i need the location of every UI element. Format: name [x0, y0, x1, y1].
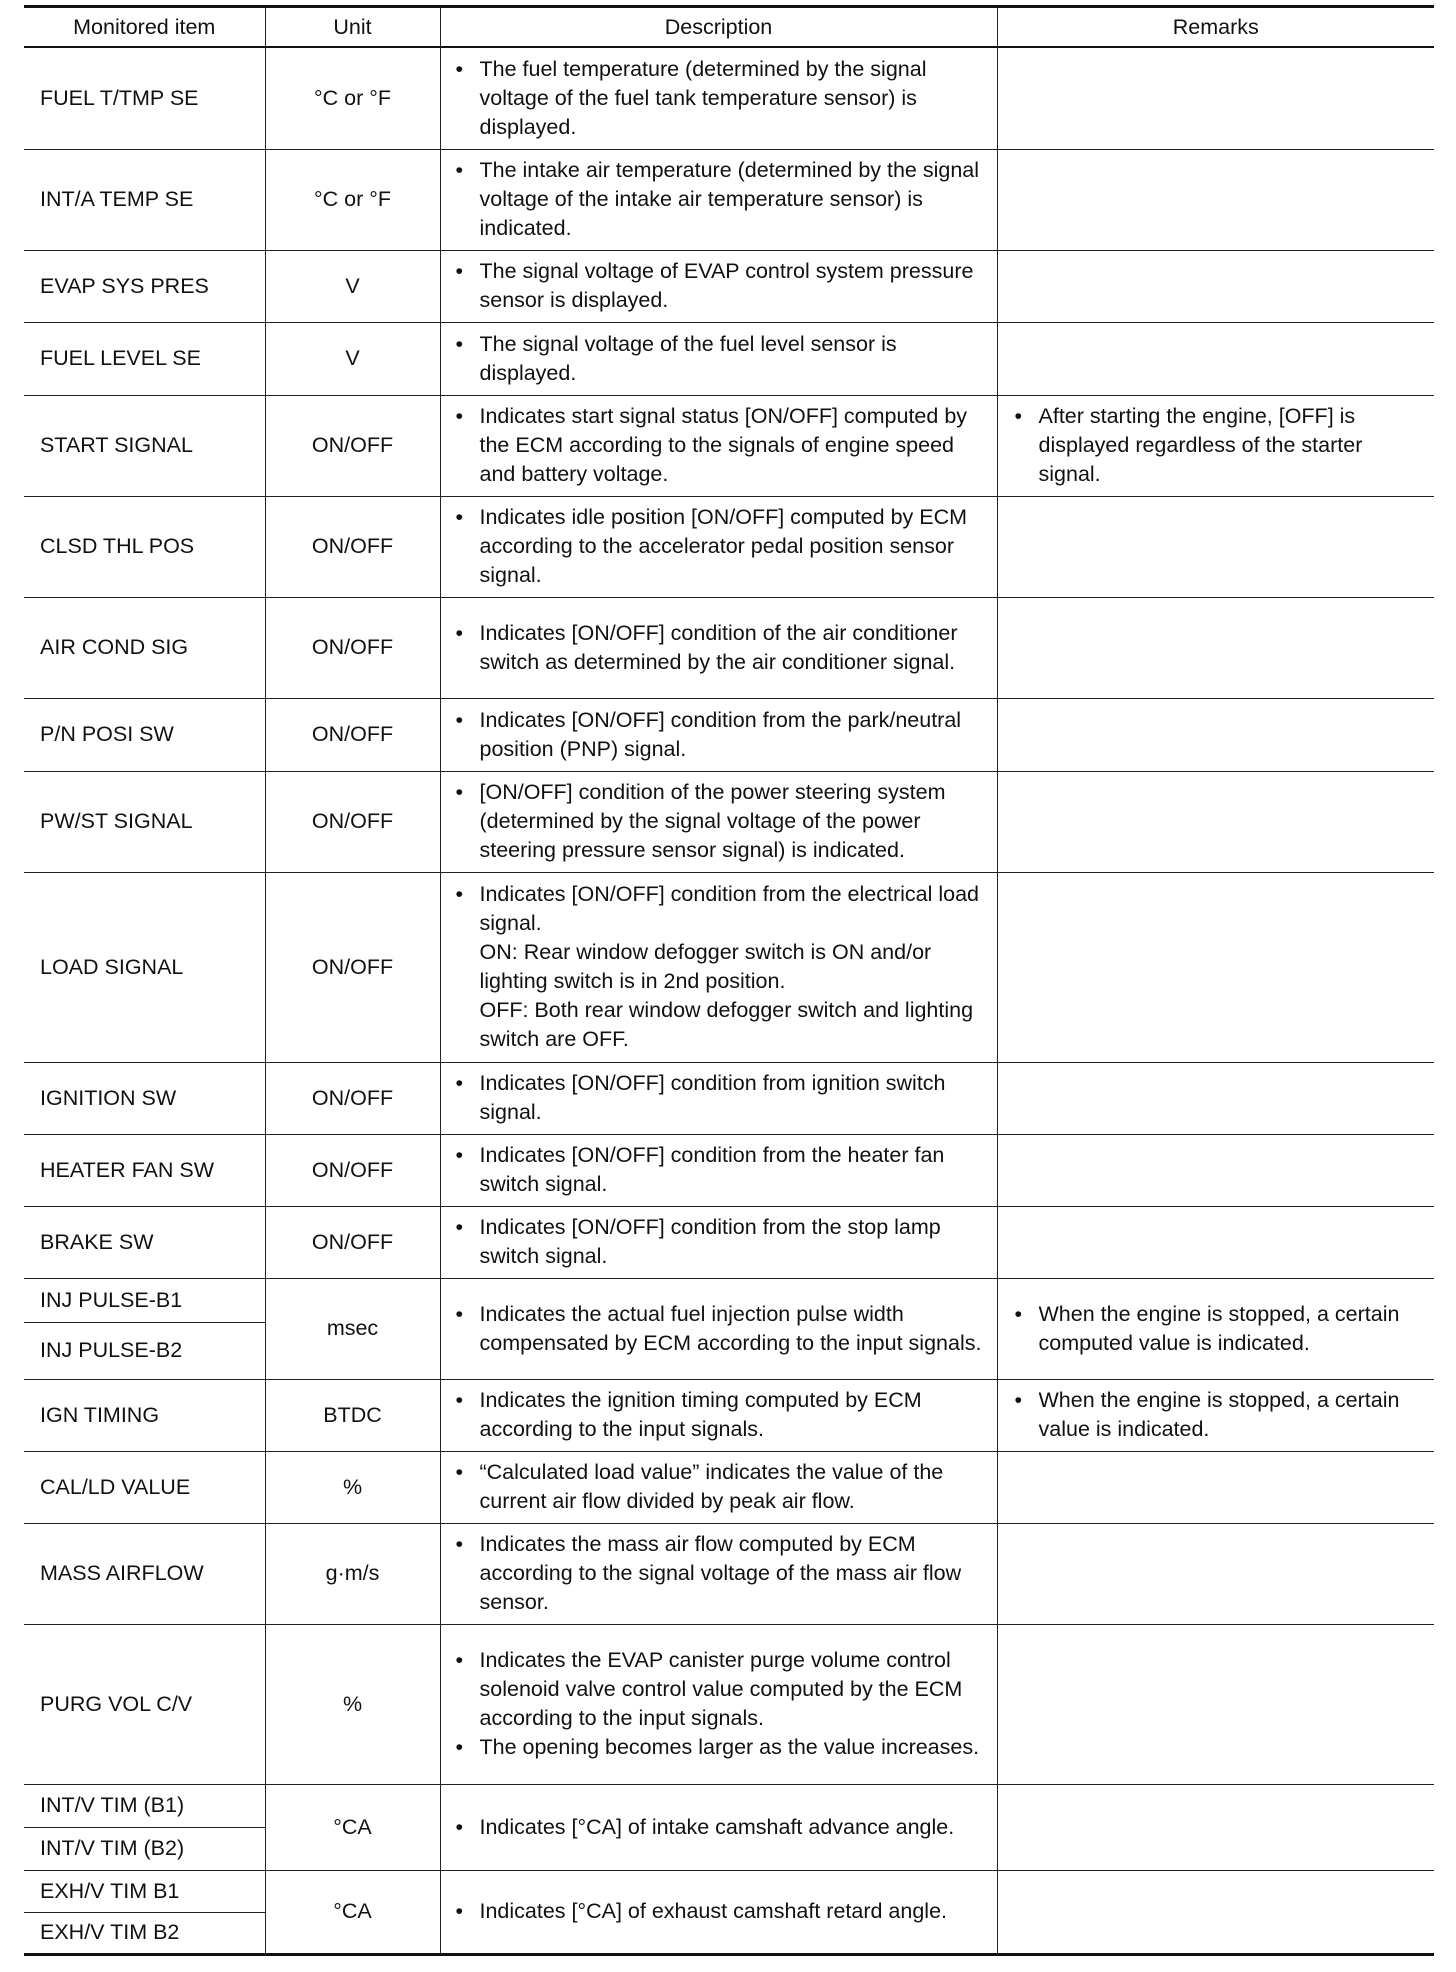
description-bullet: • Indicates start signal status [ON/OFF] computed by the ECM according to the signals of engine speed and battery voltage. — [453, 402, 991, 489]
on-condition-text: ON: Rear window defogger switch is ON and/or lighting switch is in 2nd position. — [479, 940, 932, 993]
description-cell — [440, 771, 997, 872]
description-cell — [440, 47, 997, 149]
table-row — [24, 1278, 1434, 1322]
remarks-cell — [997, 322, 1434, 395]
item-cell: FUEL LEVEL SE — [24, 322, 265, 395]
table-row — [24, 698, 1434, 771]
unit-cell: V — [265, 250, 440, 322]
table-row — [24, 1451, 1434, 1523]
description-bullet — [453, 880, 991, 1054]
remarks-cell — [997, 1523, 1434, 1624]
remarks-cell — [997, 1379, 1434, 1451]
table-row — [24, 250, 1434, 322]
remarks-cell — [997, 250, 1434, 322]
unit-cell: ON/OFF — [265, 395, 440, 496]
remarks-cell — [997, 1062, 1434, 1134]
unit-cell: ON/OFF — [265, 1206, 440, 1278]
remark-bullet: • After starting the engine, [OFF] is displayed regardless of the starter signal. — [1012, 402, 1425, 489]
description-cell — [440, 872, 997, 1062]
off-condition-text: OFF: Both rear window defogger switch and lighting switch are OFF. — [479, 998, 974, 1051]
table-row — [24, 395, 1434, 496]
unit-cell: % — [265, 1624, 440, 1784]
description-bullet: • The opening becomes larger as the value increases. — [453, 1733, 991, 1762]
item-cell: PURG VOL C/V — [24, 1624, 265, 1784]
description-bullet: • Indicates the actual fuel injection pulse width compensated by ECM according to the input signals. — [453, 1300, 991, 1358]
unit-cell: ON/OFF — [265, 1062, 440, 1134]
remarks-cell — [997, 1134, 1434, 1206]
description-cell — [440, 1206, 997, 1278]
item-cell: INT/V TIM (B2) — [24, 1827, 265, 1870]
description-bullet: • Indicates [ON/OFF] condition from the park/neutral position (PNP) signal. — [453, 706, 991, 764]
remarks-cell — [997, 496, 1434, 597]
remarks-cell — [997, 1451, 1434, 1523]
table-row — [24, 322, 1434, 395]
item-cell: MASS AIRFLOW — [24, 1523, 265, 1624]
description-bullet: • The signal voltage of the fuel level sensor is displayed. — [453, 330, 991, 388]
col-header-unit: Unit — [265, 7, 440, 48]
table-row — [24, 1523, 1434, 1624]
item-cell: P/N POSI SW — [24, 698, 265, 771]
description-bullet: • Indicates [ON/OFF] condition from the heater fan switch signal. — [453, 1141, 991, 1199]
description-bullet: • The fuel temperature (determined by the signal voltage of the fuel tank temperature sensor) is displayed. — [453, 55, 991, 142]
unit-cell: BTDC — [265, 1379, 440, 1451]
description-bullet: • The signal voltage of EVAP control system pressure sensor is displayed. — [453, 257, 991, 315]
item-cell: EXH/V TIM B1 — [24, 1870, 265, 1912]
description-bullet: • Indicates the ignition timing computed by ECM according to the input signals. — [453, 1386, 991, 1444]
table-row — [24, 872, 1434, 1062]
item-cell: CAL/LD VALUE — [24, 1451, 265, 1523]
description-cell — [440, 1379, 997, 1451]
unit-cell: °C or °F — [265, 149, 440, 250]
description-text: Indicates [ON/OFF] condition from the electrical load signal. — [479, 882, 979, 935]
description-cell — [440, 1624, 997, 1784]
remarks-cell — [997, 597, 1434, 698]
description-cell — [440, 250, 997, 322]
unit-cell: °C or °F — [265, 47, 440, 149]
table-row — [24, 47, 1434, 149]
item-cell: LOAD SIGNAL — [24, 872, 265, 1062]
description-cell — [440, 1451, 997, 1523]
description-bullet: • Indicates idle position [ON/OFF] computed by ECM according to the accelerator pedal position sensor signal. — [453, 503, 991, 590]
table-row — [24, 1624, 1434, 1784]
unit-cell: °CA — [265, 1870, 440, 1954]
unit-cell: °CA — [265, 1784, 440, 1870]
description-bullet: • Indicates [ON/OFF] condition from ignition switch signal. — [453, 1069, 991, 1127]
remarks-cell — [997, 872, 1434, 1062]
unit-cell: ON/OFF — [265, 771, 440, 872]
description-bullet: • Indicates the mass air flow computed by ECM according to the signal voltage of the mass air flow sensor. — [453, 1530, 991, 1617]
item-cell: INT/A TEMP SE — [24, 149, 265, 250]
description-bullet: • The intake air temperature (determined by the signal voltage of the intake air temperature sensor) is indicated. — [453, 156, 991, 243]
unit-cell: V — [265, 322, 440, 395]
remarks-cell — [997, 1206, 1434, 1278]
description-cell — [440, 1134, 997, 1206]
description-cell — [440, 1784, 997, 1870]
remarks-cell — [997, 1624, 1434, 1784]
table-row — [24, 1134, 1434, 1206]
table-row — [24, 149, 1434, 250]
unit-cell: ON/OFF — [265, 1134, 440, 1206]
unit-cell: ON/OFF — [265, 698, 440, 771]
item-cell: BRAKE SW — [24, 1206, 265, 1278]
description-bullet: • Indicates [°CA] of exhaust camshaft retard angle. — [453, 1897, 991, 1926]
description-cell — [440, 1062, 997, 1134]
unit-cell: ON/OFF — [265, 597, 440, 698]
table-row — [24, 1062, 1434, 1134]
description-bullet: • Indicates [°CA] of intake camshaft advance angle. — [453, 1813, 991, 1842]
table-row — [24, 771, 1434, 872]
remarks-cell — [997, 1278, 1434, 1379]
unit-cell: % — [265, 1451, 440, 1523]
col-header-item: Monitored item — [24, 7, 265, 48]
item-cell: HEATER FAN SW — [24, 1134, 265, 1206]
item-cell: PW/ST SIGNAL — [24, 771, 265, 872]
unit-cell: ON/OFF — [265, 496, 440, 597]
unit-cell: ON/OFF — [265, 872, 440, 1062]
col-header-description: Description — [440, 7, 997, 48]
item-cell: IGNITION SW — [24, 1062, 265, 1134]
description-cell — [440, 322, 997, 395]
description-bullet: • Indicates [ON/OFF] condition from the stop lamp switch signal. — [453, 1213, 991, 1271]
remarks-cell — [997, 149, 1434, 250]
remark-bullet: • When the engine is stopped, a certain computed value is indicated. — [1012, 1300, 1425, 1358]
header-row — [24, 7, 1434, 48]
description-cell — [440, 149, 997, 250]
description-cell — [440, 1278, 997, 1379]
description-cell — [440, 1523, 997, 1624]
item-cell: INJ PULSE-B2 — [24, 1322, 265, 1379]
item-cell: INJ PULSE-B1 — [24, 1278, 265, 1322]
item-cell: FUEL T/TMP SE — [24, 47, 265, 149]
description-cell — [440, 395, 997, 496]
item-cell: EVAP SYS PRES — [24, 250, 265, 322]
monitor-item-table — [24, 5, 1434, 1956]
remarks-cell — [997, 698, 1434, 771]
item-cell: AIR COND SIG — [24, 597, 265, 698]
description-cell — [440, 1870, 997, 1954]
item-cell: IGN TIMING — [24, 1379, 265, 1451]
unit-cell: g·m/s — [265, 1523, 440, 1624]
col-header-remarks: Remarks — [997, 7, 1434, 48]
item-cell: EXH/V TIM B2 — [24, 1912, 265, 1954]
description-cell — [440, 496, 997, 597]
table-row — [24, 597, 1434, 698]
remark-bullet: • When the engine is stopped, a certain value is indicated. — [1012, 1386, 1425, 1444]
unit-cell: msec — [265, 1278, 440, 1379]
table-row — [24, 1870, 1434, 1912]
description-cell — [440, 698, 997, 771]
table-row — [24, 1379, 1434, 1451]
description-bullet: • [ON/OFF] condition of the power steering system (determined by the signal voltage of the power steering pressure sensor signal) is indicated. — [453, 778, 991, 865]
table-row — [24, 1206, 1434, 1278]
table-row — [24, 496, 1434, 597]
table-row — [24, 1784, 1434, 1827]
remarks-cell — [997, 395, 1434, 496]
remarks-cell — [997, 1784, 1434, 1870]
remarks-cell — [997, 1870, 1434, 1954]
description-bullet: • Indicates the EVAP canister purge volume control solenoid valve control value computed by the ECM according to the input signals. — [453, 1646, 991, 1733]
item-cell: INT/V TIM (B1) — [24, 1784, 265, 1827]
remarks-cell — [997, 771, 1434, 872]
description-bullet: • Indicates [ON/OFF] condition of the air conditioner switch as determined by the air conditioner signal. — [453, 619, 991, 677]
description-cell — [440, 597, 997, 698]
remarks-cell — [997, 47, 1434, 149]
description-bullet: • “Calculated load value” indicates the value of the current air flow divided by peak air flow. — [453, 1458, 991, 1516]
item-cell: CLSD THL POS — [24, 496, 265, 597]
item-cell: START SIGNAL — [24, 395, 265, 496]
